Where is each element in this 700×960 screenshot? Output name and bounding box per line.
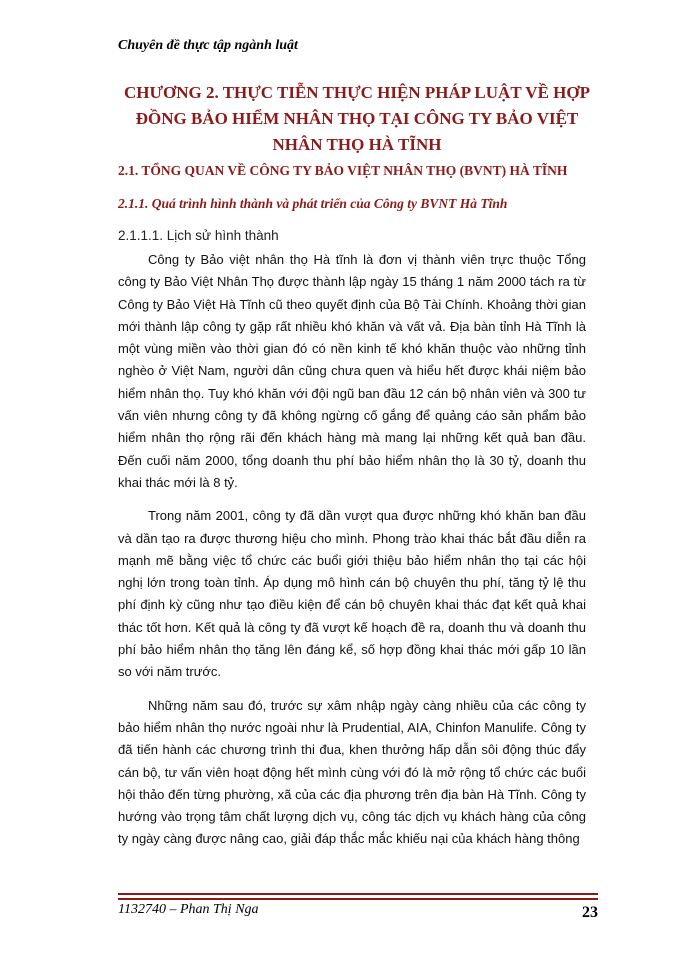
section-heading-2-1-1: 2.1.1. Quá trình hình thành và phát triển của Công ty BVNT Hà Tĩnh — [118, 196, 508, 211]
section-heading-2-1: 2.1. TỔNG QUAN VỀ CÔNG TY BẢO VIỆT NHÂN THỌ (BVNT) HÀ TĨNH — [118, 163, 568, 178]
paragraph-1: Công ty Bảo việt nhân thọ Hà tĩnh là đơn vị thành viên trực thuộc Tổng công ty Bảo Việt Nhân Thọ được thành lập ngày 15 tháng 1 năm 2000 tách ra từ Công ty Bảo Việt Hà Tĩnh cũ theo quyết định của Bộ Tài Chính. Khoảng thời gian mới thành lập công ty gặp rất nhiều khó khăn và vất vả. Địa bàn tỉnh Hà Tĩnh là một vùng miền vào thời gian đó có nền kinh tế khó khăn thuộc vào những tỉnh nghèo ở Việt Nam, người dân cũng chưa quen và hiểu hết được khái niệm bảo hiểm nhân thọ. Tuy khó khăn với đội ngũ ban đầu 12 cán bộ nhân viên và 300 tư vấn viên nhưng công ty đã không ngừng cố gắng để quảng cáo sản phẩm bảo hiểm nhân thọ rộng rãi đến khách hàng mà mang lại những kết quả ban đầu. Đến cuối năm 2000, tổng doanh thu phí bảo hiểm nhân thọ là 30 tỷ, doanh thu khai thác mới là 8 tỷ. — [118, 252, 586, 490]
footer-rule-bottom — [118, 898, 598, 900]
running-header: Chuyên đề thực tập ngành luật — [118, 38, 298, 53]
page-number: 23 — [582, 904, 598, 921]
section-heading-2-1-1-1: 2.1.1.1. Lịch sử hình thành — [118, 228, 279, 243]
paragraph-3: Những năm sau đó, trước sự xâm nhập ngày càng nhiều của các công ty bảo hiểm nhân thọ nước ngoài như là Prudential, AIA, Chinfon Manulife. Công ty đã tiến hành các chương trình thi đua, khen thưởng hấp dẫn sôi động thúc đẩy cán bộ, tư vấn viên hoạt động hết mình cùng với đó là mở rộng tổ chức các buổi hội thảo đến từng phường, xã của các địa phương trên địa bàn Hà Tĩnh. Công ty hướng vào trọng tâm chất lượng dịch vụ, công tác dịch vụ khách hàng của công ty ngày càng được nâng cao, giải đáp thắc mắc khiếu nại của khách hàng thông — [118, 697, 586, 847]
chapter-title — [112, 80, 602, 158]
chapter-title-line-1: CHƯƠNG 2. THỰC TIỄN THỰC HIỆN PHÁP LUẬT VỀ HỢP — [124, 83, 590, 102]
footer-rule-top — [118, 893, 598, 895]
chapter-title-line-3: NHÂN THỌ HÀ TĨNH — [272, 135, 442, 154]
chapter-title-line-2: ĐỒNG BẢO HIỂM NHÂN THỌ TẠI CÔNG TY BẢO VIỆT — [135, 109, 579, 128]
paragraph-2: Trong năm 2001, công ty đã dần vượt qua được những khó khăn ban đầu và dần tạo ra được thương hiệu cho mình. Phong trào khai thác bắt đầu diễn ra mạnh mẽ bằng việc tổ chức các buổi giới thiệu bảo hiểm nhân thọ tại các hội nghị lớn trong toàn tỉnh. Áp dụng mô hình cán bộ chuyên thu phí, tăng tỷ lệ thu phí định kỳ cũng như tạo điều kiện để cán bộ chuyên khai thác đạt kết quả khai thác tốt hơn. Kết quả là công ty đã vượt kế hoạch đề ra, doanh thu và doanh thu phí bảo hiểm nhân thọ tăng lên đáng kể, số hợp đồng khai thác mới gấp 10 lần so với năm trước. — [118, 508, 586, 680]
footer-author: 1132740 – Phan Thị Nga — [118, 902, 259, 917]
body-text — [118, 249, 586, 862]
